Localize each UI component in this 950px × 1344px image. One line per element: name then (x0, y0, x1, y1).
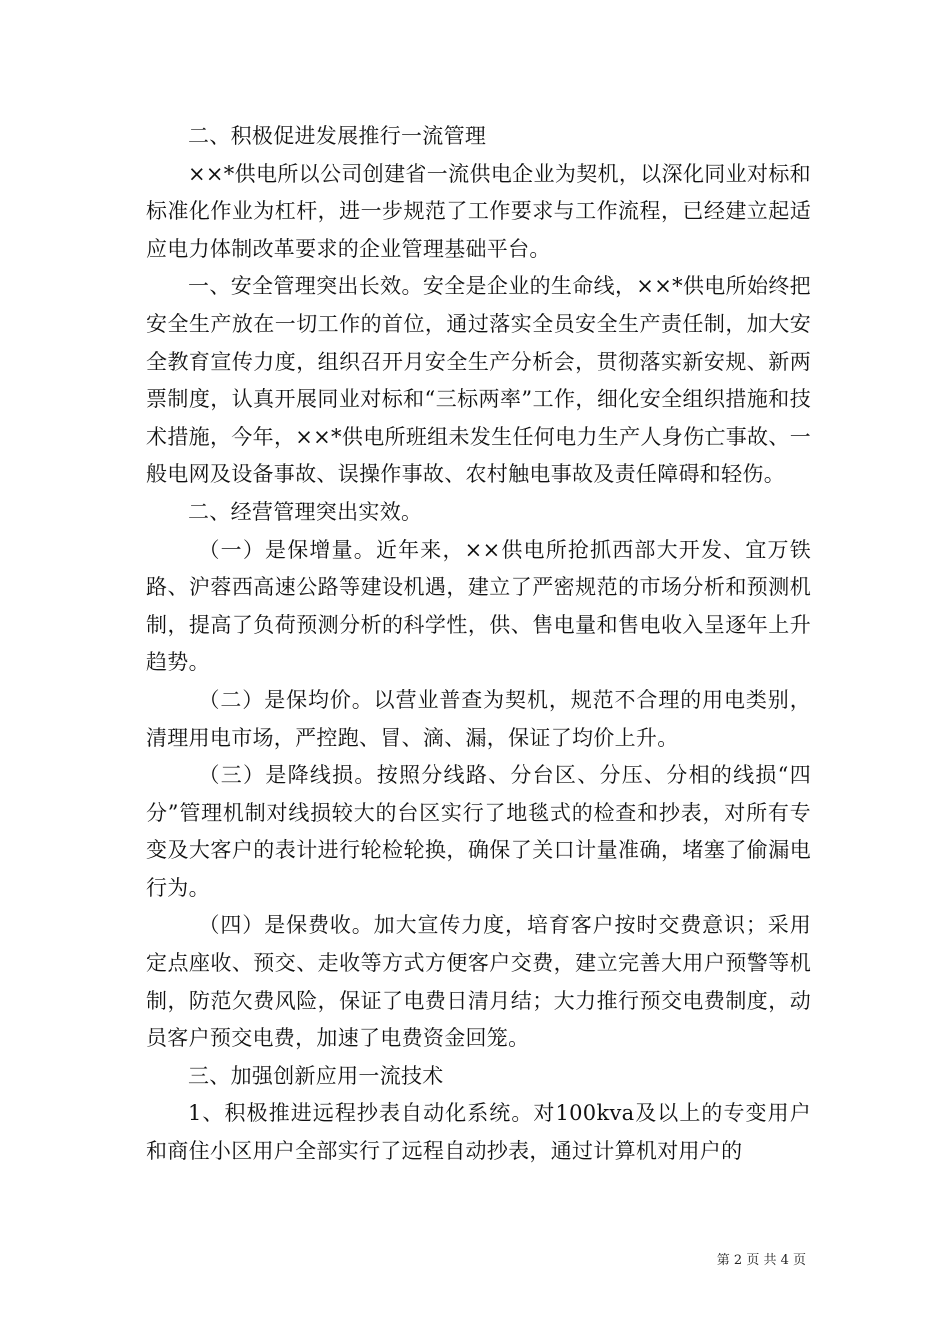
document-body (146, 118, 811, 1171)
paragraph-intro: ××*供电所以公司创建省一流供电企业为契机，以深化同业对标和标准化作业为杠杆，进一步规范了工作要求与工作流程，已经建立起适应电力体制改革要求的企业管理基础平台。 (146, 161, 811, 261)
page-number-footer: 第 2 页 共 4 页 (716, 1253, 806, 1268)
paragraph-fee-collection: （四）是保费收。加大宣传力度，培育客户按时交费意识；采用定点座收、预交、走收等方式方便客户交费，建立完善大用户预警等机制，防范欠费风险，保证了电费日清月结；大力推行预交电费制度，动员客户预交电费，加速了电费资金回笼。 (146, 913, 811, 1051)
paragraph-safety-management: 一、安全管理突出长效。安全是企业的生命线，××*供电所始终把安全生产放在一切工作的首位，通过落实全员安全生产责任制，加大安全教育宣传力度，组织召开月安全生产分析会，贯彻落实新安规、新两票制度，认真开展同业对标和“三标两率”工作，细化安全组织措施和技术措施，今年，××*供电所班组未发生任何电力生产人身伤亡事故、一般电网及设备事故、误操作事故、农村触电事故及责任障碍和轻伤。 (146, 274, 811, 487)
paragraph-line-loss: （三）是降线损。按照分线路、分台区、分压、分相的线损“四分”管理机制对线损较大的台区实行了地毯式的检查和抄表，对所有专变及大客户的表计进行轮检轮换，确保了关口计量准确，堵塞了偷漏电行为。 (146, 763, 811, 900)
paragraph-average-price: （二）是保均价。以营业普查为契机，规范不合理的用电类别，清理用电市场，严控跑、冒、滴、漏，保证了均价上升。 (146, 687, 811, 750)
paragraph-remote-metering: 1、积极推进远程抄表自动化系统。对100kva及以上的专变用户和商住小区用户全部实行了远程自动抄表，通过计算机对用户的 (146, 1101, 811, 1164)
paragraph-increase-volume: （一）是保增量。近年来，××供电所抢抓西部大开发、宜万铁路、沪蓉西高速公路等建设机遇，建立了严密规范的市场分析和预测机制，提高了负荷预测分析的科学性，供、售电量和售电收入呈逐年上升趋势。 (146, 537, 811, 675)
section-heading-promote-management: 二、积极促进发展推行一流管理 (188, 124, 487, 148)
section-heading-innovation-technology: 三、加强创新应用一流技术 (188, 1063, 444, 1088)
subheading-operation-management: 二、经营管理突出实效。 (188, 499, 423, 524)
